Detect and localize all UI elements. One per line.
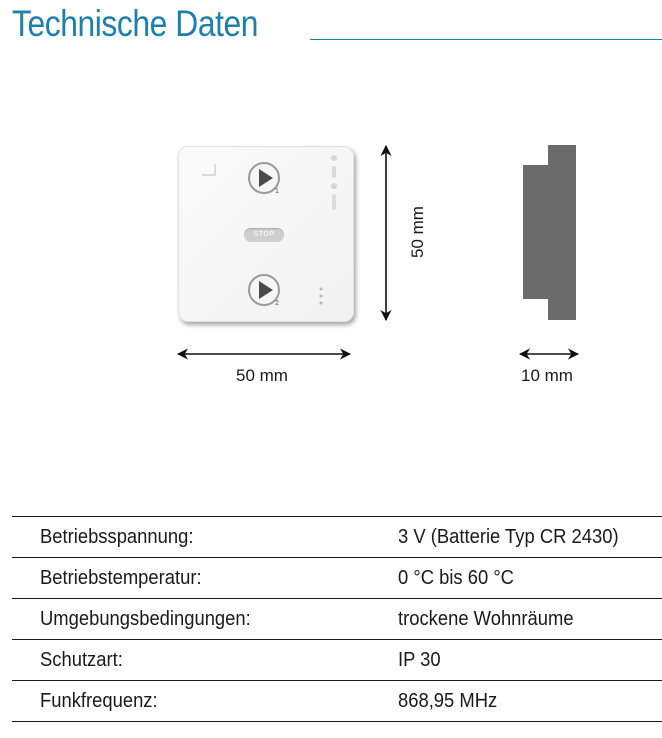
side-profile bbox=[523, 145, 576, 320]
page-title: Technische Daten bbox=[12, 3, 259, 44]
spec-row bbox=[12, 558, 662, 599]
button-2-index: 2 bbox=[275, 300, 279, 307]
stop-button-label: STOP bbox=[253, 231, 275, 238]
spec-value: 3 V (Batterie Typ CR 2430) bbox=[398, 526, 619, 548]
spec-label: Betriebstemperatur: bbox=[40, 567, 202, 589]
spec-value: trockene Wohnräume bbox=[398, 608, 574, 630]
spec-label: Funkfrequenz: bbox=[40, 690, 158, 712]
spec-value: 0 °C bis 60 °C bbox=[398, 567, 514, 589]
height-label: 50 mm bbox=[407, 206, 427, 258]
width-label: 50 mm bbox=[236, 366, 288, 385]
spec-label: Schutzart: bbox=[40, 649, 123, 671]
spec-label: Umgebungsbedingungen: bbox=[40, 608, 251, 630]
spec-row bbox=[12, 599, 662, 640]
button-1-index: 1 bbox=[275, 188, 279, 195]
depth-label: 10 mm bbox=[521, 366, 573, 385]
spec-row bbox=[12, 681, 662, 722]
spec-value: IP 30 bbox=[398, 649, 441, 671]
spec-value: 868,95 MHz bbox=[398, 690, 498, 712]
spec-row bbox=[12, 640, 662, 681]
spec-table bbox=[12, 516, 662, 722]
spec-label: Betriebsspannung: bbox=[40, 526, 194, 548]
spec-row bbox=[12, 516, 662, 558]
